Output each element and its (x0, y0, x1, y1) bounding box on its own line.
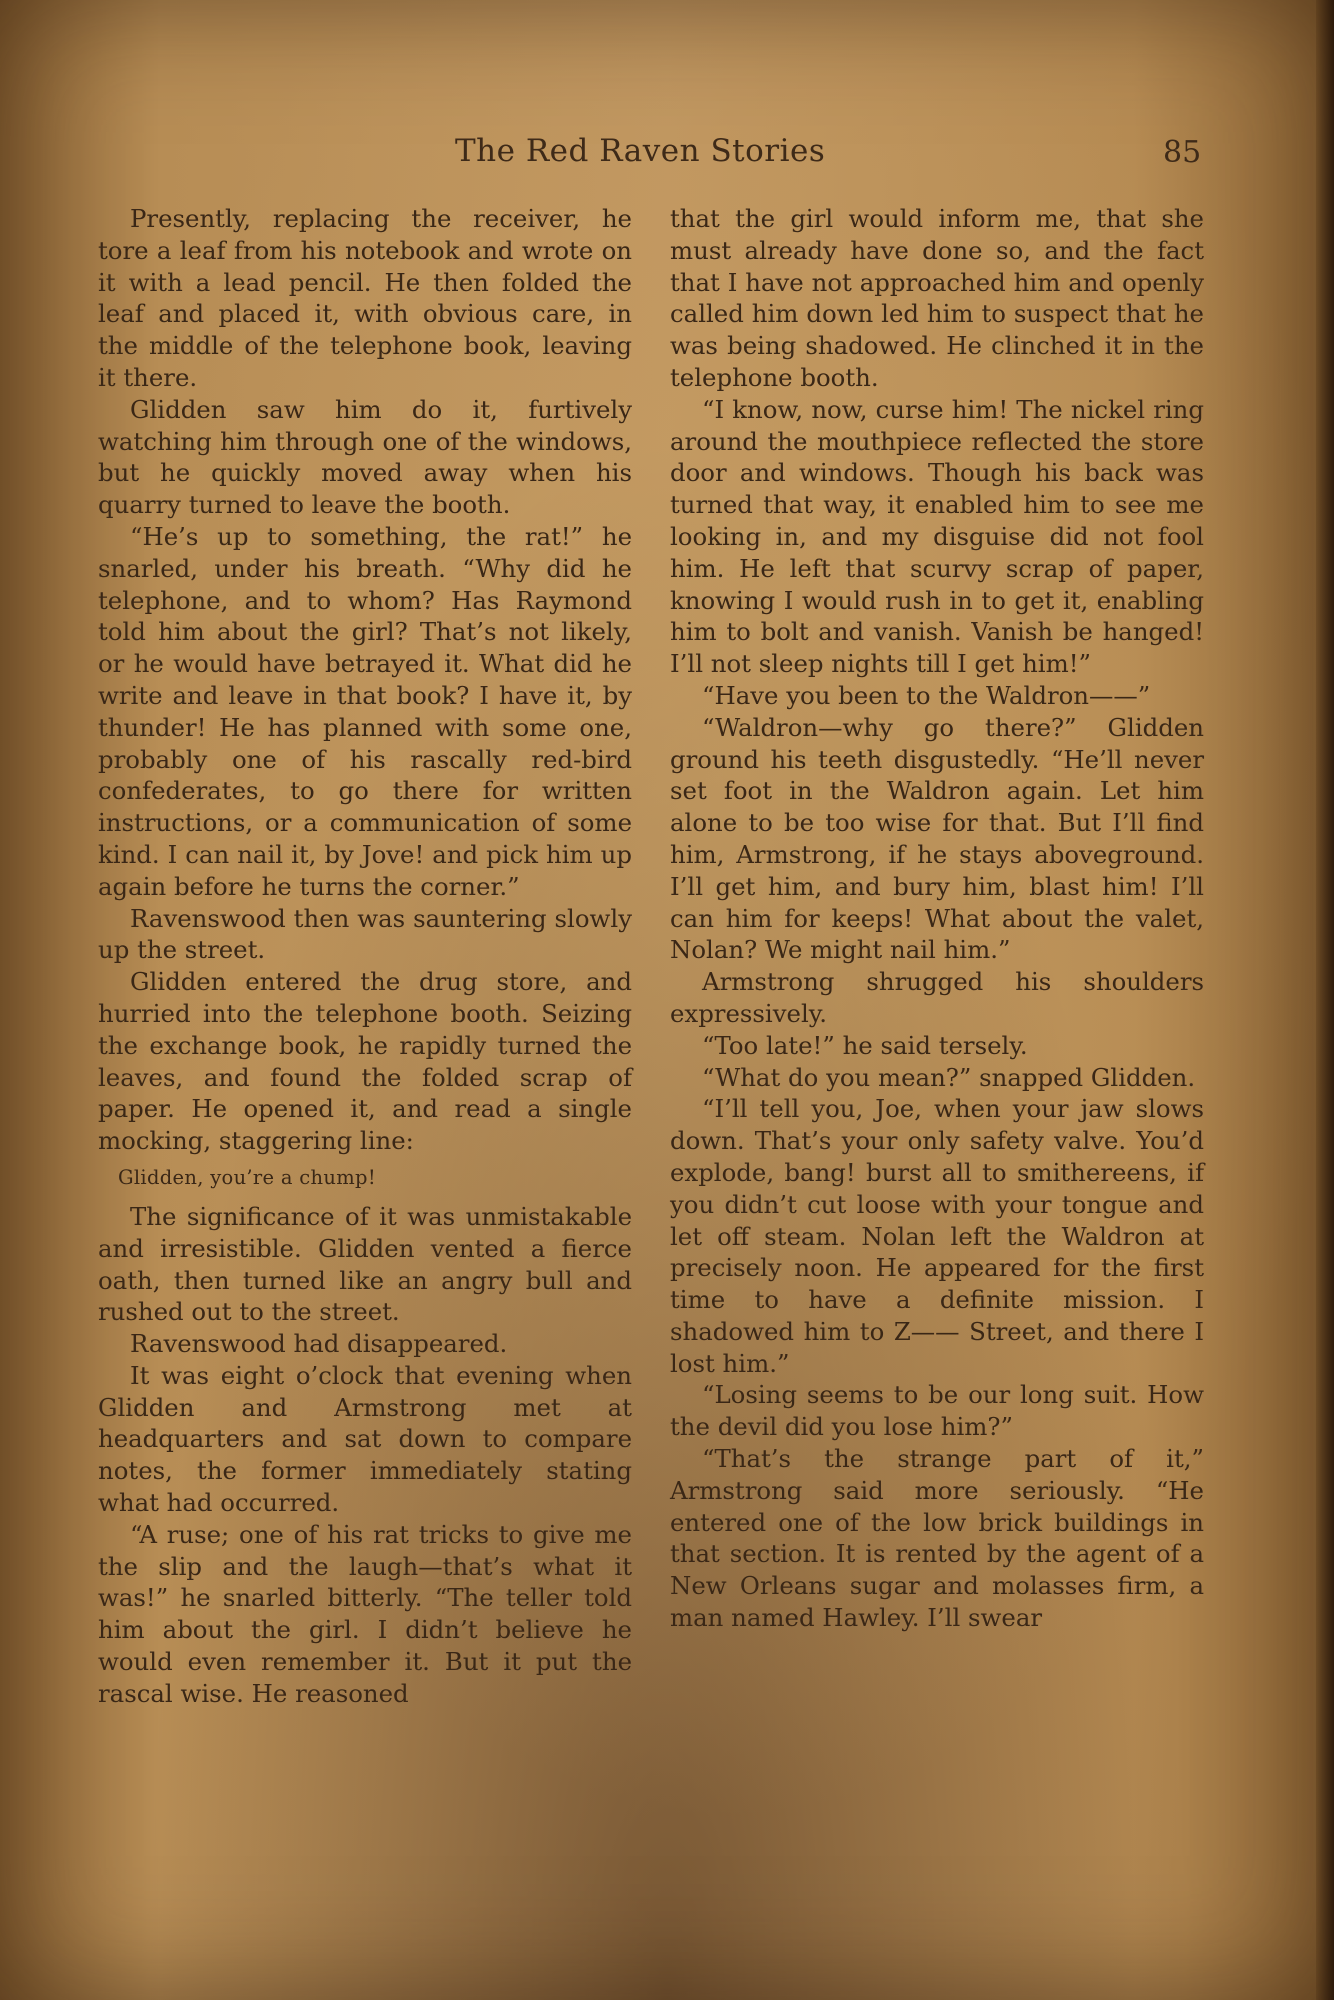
paragraph: Glidden entered the drug store, and hurried into the telephone booth. Seizing the exchange book, he rapidly turned the leaves, and found the folded scrap of paper. He opened it, and read a single mocking, staggering line: (98, 967, 632, 1156)
paragraph: “Waldron—why go there?” Glidden ground his teeth disgustedly. “He’ll never set foot in the Waldron again. Let him alone to be too wise for that. But I’ll find him, Armstrong, if he stays aboveground. I’ll get him, and bury him, blast him! I’ll can him for keeps! What about the valet, Nolan? We might nail him.” (670, 712, 1204, 965)
paragraph: Ravenswood had disappeared. (130, 1329, 508, 1359)
paragraph: “That’s the strange part of it,” Armstrong said more seriously. “He entered one of the low brick buildings in that section. It is rented by the agent of a New Orleans sugar and molasses firm, a man named Hawley. I’ll swear (670, 1444, 1204, 1633)
paragraph: Armstrong shrugged his shoulders expressively. (670, 967, 1204, 1028)
paragraph: Presently, replacing the receiver, he tore a leaf from his notebook and wrote on it with a lead pencil. He then folded the leaf and placed it, with obvious care, in the middle of the telephone book, leaving it there. (98, 204, 632, 392)
running-title: The Red Raven Stories (455, 133, 826, 169)
paragraph: “He’s up to something, the rat!” he snarled, under his breath. “Why did he telephone, and to whom? Has Raymond told him about the girl? That’s not likely, or he would have betrayed it. What did he write and leave in that book? I have it, by thunder! He has planned with some one, probably one of his rascally red-bird confederates, to go there for written instructions, or a communication of some kind. I can nail it, by Jove! and pick him up again before he turns the corner.” (98, 521, 632, 901)
paragraph: Glidden saw him do it, furtively watching him through one of the windows, but he quickly moved away when his quarry turned to leave the booth. (98, 394, 632, 520)
paragraph: Ravenswood then was sauntering slowly up the street. (98, 903, 632, 965)
paragraph: The significance of it was unmistakable and irresistible. Glidden vented a fierce oath, then turned like an angry bull and rushed out to the street. (98, 1201, 632, 1327)
left-column (98, 203, 632, 1710)
paragraph: “I know, now, curse him! The nickel ring around the mouthpiece reflected the store door and windows. Though his back was turned that way, it enabled him to see me looking in, and my disguise did not fool him. He left that scurvy scrap of paper, knowing I would rush in to get it, enabling him to bolt and vanish. Vanish be hanged! I’ll not sleep nights till I get him!” (670, 394, 1204, 679)
paragraph: It was eight o’clock that evening when Glidden and Armstrong met at headquarters and sat down to compare notes, the former immediately stating what had occurred. (98, 1360, 632, 1518)
paragraph: “Have you been to the Waldron——” (702, 680, 1151, 710)
page-edge (1316, 0, 1334, 2000)
paragraph: “Losing seems to be our long suit. How the devil did you lose him?” (670, 1380, 1204, 1442)
page-header (0, 133, 1334, 183)
paragraph-continued: that the girl would inform me, that she must already have done so, and the fact that I have not approached him and openly called him down led him to suspect that he was being shadowed. He clinched it in the telephone booth. (670, 204, 1204, 392)
paragraph: “I’ll tell you, Joe, when your jaw slows down. That’s your only safety valve. You’d explode, bang! burst all to smithereens, if you didn’t cut loose with your tongue and let off steam. Nolan left the Waldron at precisely noon. He appeared for the first time to have a definite mission. I shadowed him to Z—— Street, and there I lost him.” (670, 1094, 1204, 1378)
note-text: Glidden, you’re a chump! (118, 1165, 376, 1189)
paragraph: “A ruse; one of his rat tricks to give me the slip and the laugh—that’s what it was!” he snarled bitterly. “The teller told him about the girl. I didn’t believe he would even remember it. But it put the rascal wise. He reasoned (98, 1519, 632, 1708)
right-column (670, 203, 1204, 1634)
page-number: 85 (1163, 135, 1202, 170)
paragraph: “Too late!” he said tersely. (702, 1030, 1028, 1060)
paragraph: “What do you mean?” snapped Glidden. (702, 1062, 1196, 1092)
